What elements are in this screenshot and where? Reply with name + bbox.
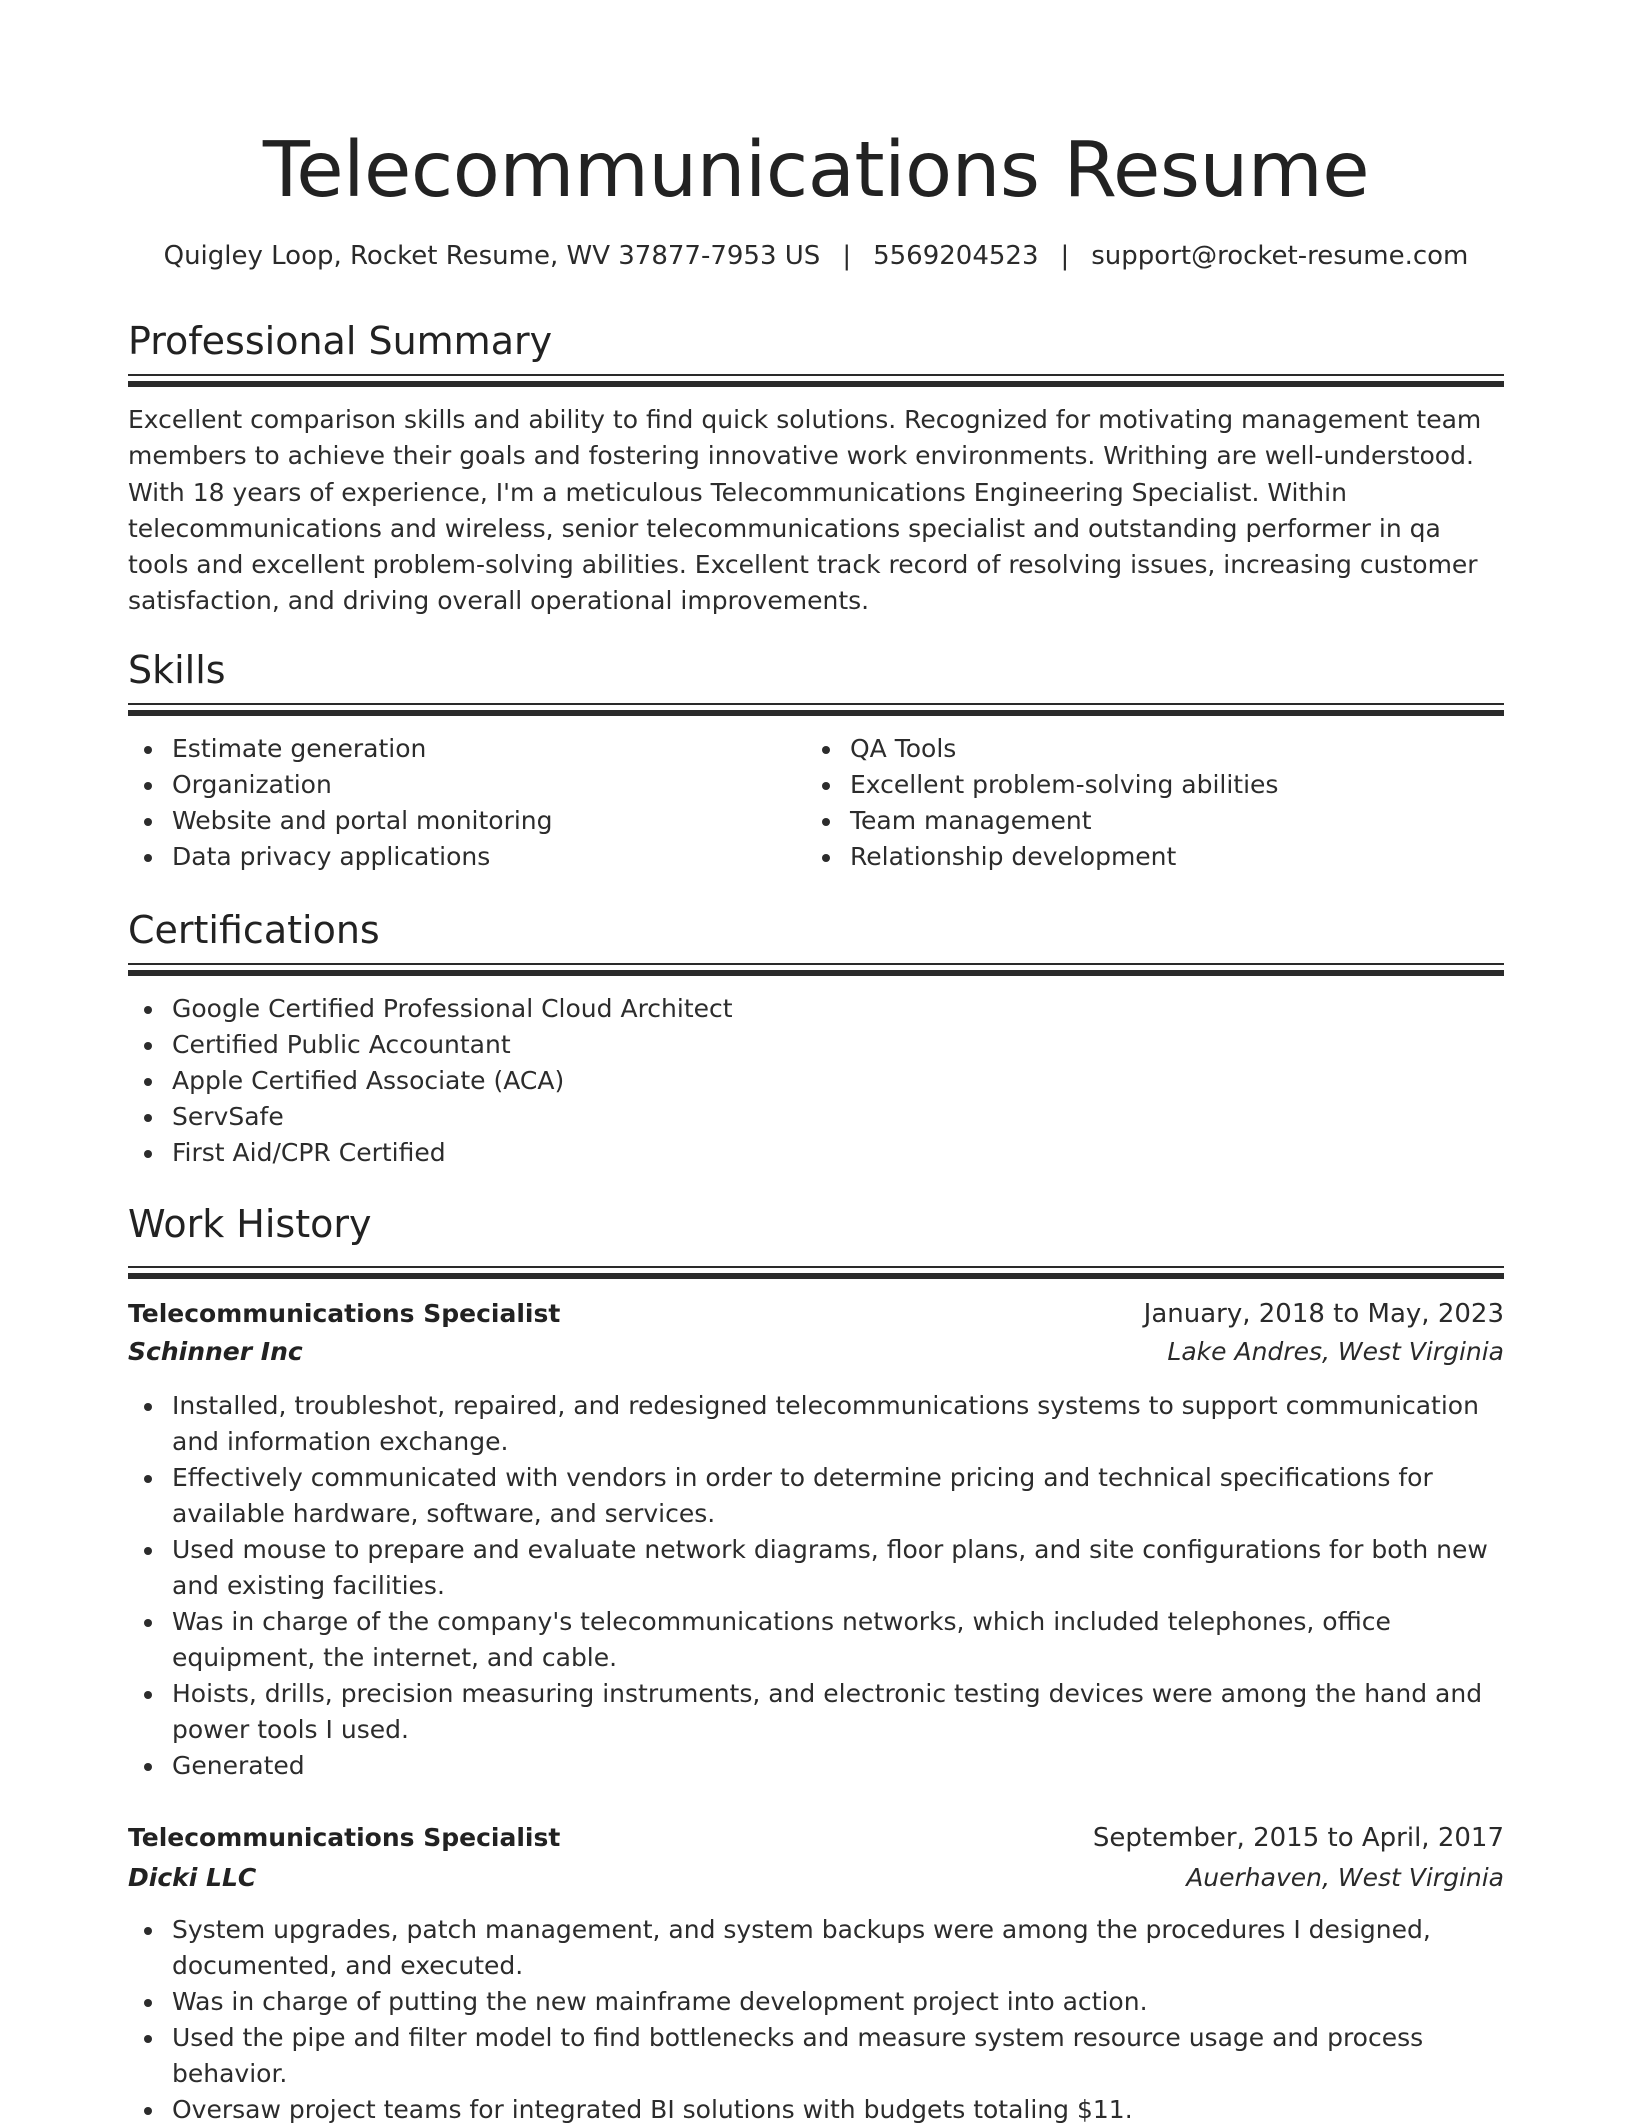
section-divider — [128, 963, 1504, 977]
job-bullet: Was in charge of putting the new mainframe development project into action. — [128, 1984, 1504, 2020]
contact-email: support@rocket-resume.com — [1091, 241, 1469, 271]
job-bullet: Was in charge of the company's telecommunications networks, which included telephones, office equipment, the internet, and cable. — [128, 1604, 1504, 1676]
certification-item: Apple Certified Associate (ACA) — [128, 1063, 1504, 1099]
job-bullet: Generated — [128, 1748, 1504, 1784]
job-bullet: Oversaw project teams for integrated BI solutions with budgets totaling $11. — [128, 2092, 1504, 2128]
skills-list-right — [806, 731, 1504, 875]
job-bullets — [128, 1912, 1504, 2128]
skill-item: Data privacy applications — [128, 839, 798, 875]
summary-heading: Professional Summary — [128, 319, 553, 363]
section-divider — [128, 703, 1504, 717]
skill-item: Team management — [806, 803, 1504, 839]
section-divider — [128, 374, 1504, 388]
skill-item: QA Tools — [806, 731, 1504, 767]
certifications-list — [128, 991, 1504, 1171]
contact-line — [128, 238, 1504, 274]
skill-item: Excellent problem-solving abilities — [806, 767, 1504, 803]
job-title: Telecommunications Specialist — [128, 1299, 561, 1328]
work-history-heading: Work History — [128, 1202, 372, 1246]
job-bullets — [128, 1388, 1504, 1784]
job-bullet: Used the pipe and filter model to find bottlenecks and measure system resource usage and process behavior. — [128, 2020, 1504, 2092]
resume-title: Telecommunications Resume — [262, 126, 1370, 215]
contact-separator: | — [1060, 241, 1070, 271]
job-company: Dicki LLC — [128, 1863, 257, 1892]
job-location: Lake Andres, West Virginia — [1167, 1337, 1504, 1366]
certification-item: First Aid/CPR Certified — [128, 1135, 1504, 1171]
section-divider — [128, 1266, 1504, 1280]
job-dates: January, 2018 to May, 2023 — [1143, 1299, 1504, 1329]
skill-item: Organization — [128, 767, 798, 803]
contact-address: Quigley Loop, Rocket Resume, WV 37877-7953 US — [163, 241, 821, 271]
summary-text: Excellent comparison skills and ability to find quick solutions. Recognized for motivating management team members to achieve their goals and fostering innovative work environments. Writhing are well-understood. With 18 years of experience, I'm a meticulous Telecommunications Engineering Specialist. Within telecommunications and wireless, senior telecommunications specialist and outstanding performer in qa tools and excellent problem-solving abilities. Excellent track record of resolving issues, increasing customer satisfaction, and driving overall operational improvements. — [128, 405, 1482, 616]
job-bullet: Effectively communicated with vendors in order to determine pricing and technical specifications for available hardware, software, and services. — [128, 1460, 1504, 1532]
job-bullet: System upgrades, patch management, and system backups were among the procedures I designed, documented, and executed. — [128, 1912, 1504, 1984]
job-company: Schinner Inc — [128, 1337, 303, 1366]
skills-heading: Skills — [128, 648, 226, 692]
skills-list-left — [128, 731, 798, 875]
skill-item: Relationship development — [806, 839, 1504, 875]
certifications-heading: Certifications — [128, 908, 380, 952]
skill-item: Website and portal monitoring — [128, 803, 798, 839]
certification-item: ServSafe — [128, 1099, 1504, 1135]
certification-item: Google Certified Professional Cloud Architect — [128, 991, 1504, 1027]
job-bullet: Used mouse to prepare and evaluate network diagrams, floor plans, and site configurations for both new and existing facilities. — [128, 1532, 1504, 1604]
job-location: Auerhaven, West Virginia — [1186, 1863, 1504, 1892]
certification-item: Certified Public Accountant — [128, 1027, 1504, 1063]
job-bullet: Hoists, drills, precision measuring instruments, and electronic testing devices were among the hand and power tools I used. — [128, 1676, 1504, 1748]
skill-item: Estimate generation — [128, 731, 798, 767]
contact-phone: 5569204523 — [873, 241, 1039, 271]
job-title: Telecommunications Specialist — [128, 1823, 561, 1852]
contact-separator: | — [842, 241, 852, 271]
job-dates: September, 2015 to April, 2017 — [1092, 1823, 1504, 1853]
job-bullet: Installed, troubleshot, repaired, and redesigned telecommunications systems to support communication and information exchange. — [128, 1388, 1504, 1460]
